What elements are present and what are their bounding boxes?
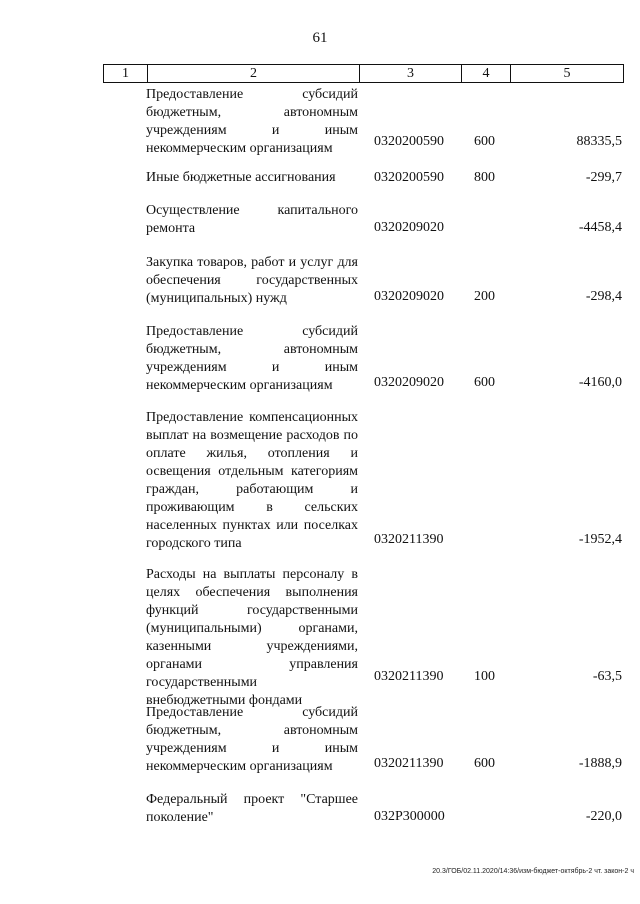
row-kind: 600 xyxy=(474,375,495,390)
row-description: Закупка товаров, работ и услуг для обеспечения государственных (муниципальных) нужд xyxy=(146,255,358,306)
row-kind: 600 xyxy=(474,756,495,771)
row-code: 0320209020 xyxy=(374,220,444,235)
row-kind: 200 xyxy=(474,289,495,304)
row-kind: 600 xyxy=(474,134,495,149)
row-amount: -1888,9 xyxy=(578,756,622,771)
row-amount: 88335,5 xyxy=(576,134,622,149)
row-amount: -4160,0 xyxy=(578,375,622,390)
header-col-5: 5 xyxy=(563,65,571,81)
row-description: Предоставление субсидий бюджетным, автономным учреждениям и иным некоммерческим организациям xyxy=(146,87,358,156)
row-code: 0320200590 xyxy=(374,170,444,185)
row-code: 0320211390 xyxy=(374,669,444,684)
row-amount: -299,7 xyxy=(585,170,622,185)
row-description: Федеральный проект "Старшее поколение" xyxy=(146,792,358,825)
row-amount: -4458,4 xyxy=(578,220,622,235)
table-header xyxy=(103,64,624,83)
header-col-2: 2 xyxy=(148,65,360,82)
header-col-4: 4 xyxy=(462,65,511,82)
row-amount: -63,5 xyxy=(592,669,622,684)
row-code: 032Р300000 xyxy=(374,809,445,824)
row-amount: -1952,4 xyxy=(578,532,622,547)
row-description: Расходы на выплаты персоналу в целях обеспечения выполнения функций государственными (муниципальными) органами, казенными учреждениями, органами управления государственными внебюджетными фондами xyxy=(146,567,358,708)
row-description: Осуществление капитального ремонта xyxy=(146,203,358,236)
row-kind: 800 xyxy=(474,170,495,185)
row-code: 0320209020 xyxy=(374,289,444,304)
row-description: Предоставление субсидий бюджетным, автономным учреждениям и иным некоммерческим организациям xyxy=(146,324,358,393)
row-code: 0320200590 xyxy=(374,134,444,149)
row-amount: -220,0 xyxy=(585,809,622,824)
row-code: 0320211390 xyxy=(374,532,444,547)
row-code: 0320211390 xyxy=(374,756,444,771)
row-amount: -298,4 xyxy=(585,289,622,304)
header-col-3: 3 xyxy=(360,65,462,82)
document-footer: 20.3/ГОБ/02.11.2020/14:36/изм-бюджет-октябрь-2 чт. закон-2 ч xyxy=(432,868,634,875)
row-description: Предоставление субсидий бюджетным, автономным учреждениям и иным некоммерческим организациям xyxy=(146,705,358,774)
row-description: Иные бюджетные ассигнования xyxy=(146,170,336,185)
header-col-1: 1 xyxy=(104,65,148,82)
page-number: 61 xyxy=(312,30,328,46)
row-kind: 100 xyxy=(474,669,495,684)
row-description: Предоставление компенсационных выплат на возмещение расходов по оплате жилья, отопления и освещения отдельным категориям граждан, работающим и проживающим в сельских населенных пунктах или поселках городского типа xyxy=(146,410,358,551)
row-code: 0320209020 xyxy=(374,375,444,390)
